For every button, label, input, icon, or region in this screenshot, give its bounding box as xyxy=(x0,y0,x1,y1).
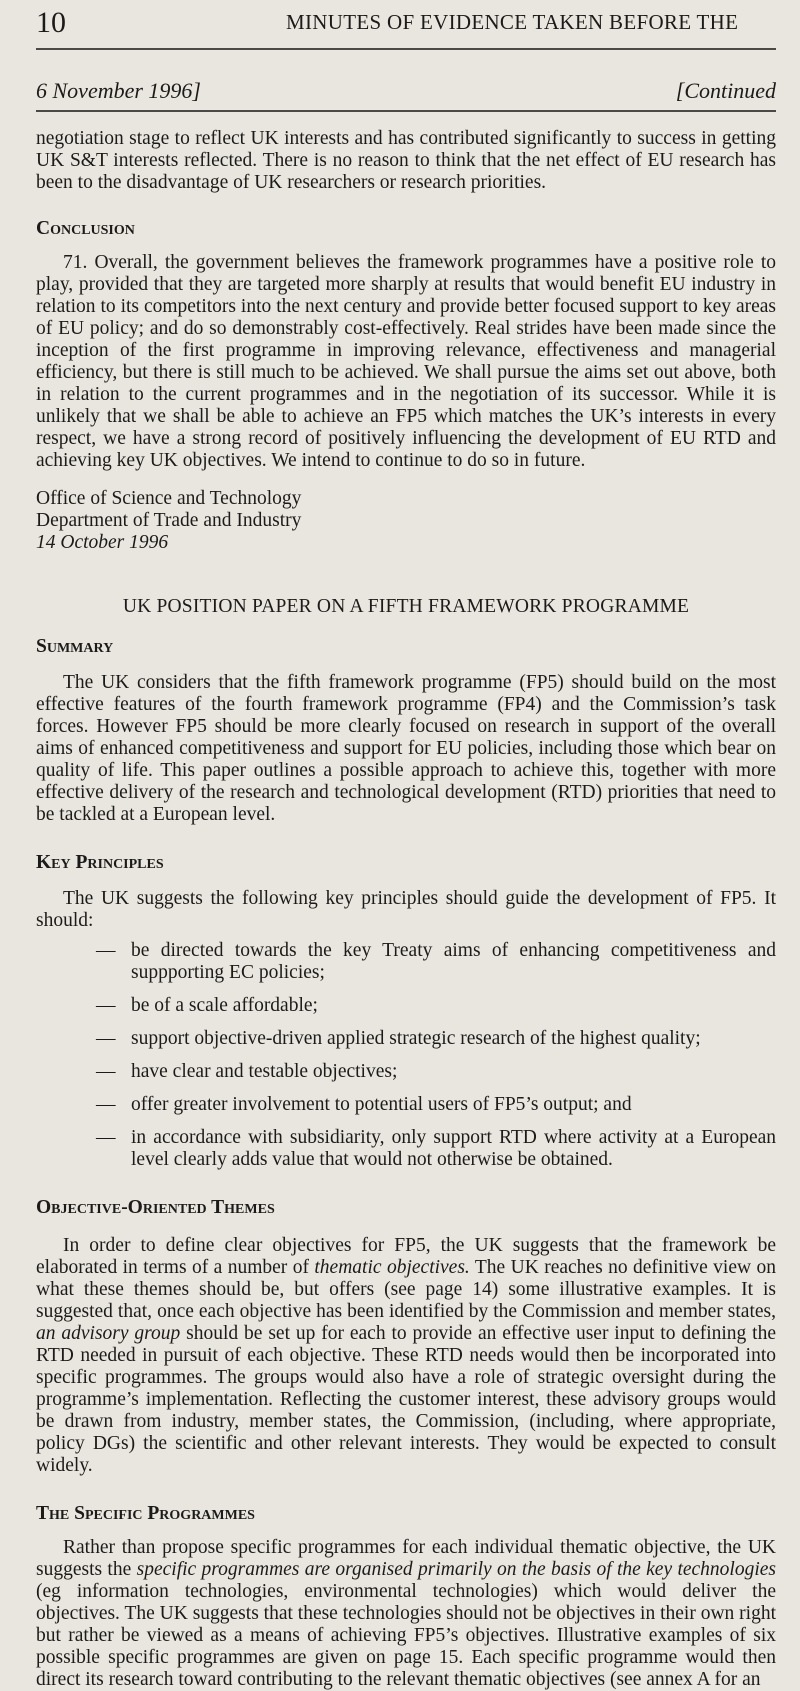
conclusion-heading: Conclusion xyxy=(36,218,135,239)
dash-bullet: — xyxy=(96,995,116,1016)
signature-office: Office of Science and Technology xyxy=(36,488,302,509)
summary-paragraph: The UK considers that the fifth framework programme (FP5) should build on the most effective features of the fourth framework programme (FP4) and the Commission’s task forces. However FP5 should be more clearly focused on research in support of the overall aims of enhanced competitiveness and support for EU policies, including those which bear on quality of life. This paper outlines a possible approach to achieve this, together with more effective delivery of the research and technological development (RTD) priorities that need to be tackled at a European level. xyxy=(36,672,776,825)
intro-paragraph: negotiation stage to reflect UK interests and has contributed significantly to success in getting UK S&T interests reflected. There is no reason to think that the net effect of EU research has been to the disadvantage of UK researchers or research priorities. xyxy=(36,128,776,193)
date-line xyxy=(36,78,776,104)
list-item: — be directed towards the key Treaty aims of enhancing competitiveness and suppporting EC policies; xyxy=(96,940,776,983)
continued-label: [Continued xyxy=(675,78,776,103)
dash-bullet: — xyxy=(96,940,116,961)
list-item: — offer greater involvement to potential users of FP5’s output; and xyxy=(96,1094,632,1115)
dash-bullet: — xyxy=(96,1028,116,1049)
body-content xyxy=(36,128,776,1691)
signature-date: 14 October 1996 xyxy=(36,532,169,553)
dash-bullet: — xyxy=(96,1061,116,1082)
specific-programmes-heading: The Specific Programmes xyxy=(36,1503,255,1524)
key-principles-list xyxy=(36,940,776,1171)
objective-themes-paragraph: In order to define clear objectives for FP5, the UK suggests that the framework be elaborated in terms of a number of thematic objectives. The UK reaches no definitive view on what these themes should be, but offers (see page 14) some illustrative examples. It is suggested that, once each objective has been identified by the Commission and member states, an advisory group should be set up for each to provide an effective user input to defining the RTD needed in pursuit of each objective. These RTD needs would then be incorporated into specific programmes. The groups would also have a role of strategic oversight during the programme’s implementation. Reflecting the customer interest, these advisory groups would be drawn from industry, member states, the Commission, (including, where appropriate, policy DGs) the scientific and other relevant interests. They would be expected to consult widely. xyxy=(36,1235,777,1476)
date-rule xyxy=(36,110,776,112)
specific-programmes-paragraph: Rather than propose specific programmes for each individual thematic objective, the UK suggests the specific programmes are organised primarily on the basis of the key technologies (eg information technologies, environmental technologies) which would deliver the objectives. The UK suggests that these technologies should not be objectives in their own right but rather be viewed as a means of achieving FP5’s objectives. Illustrative examples of six possible specific programmes are given on page 15. Each specific programme would then direct its research toward contributing to the relevant thematic objectives (see annex A for an xyxy=(36,1537,776,1690)
objective-themes-heading: Objective-Oriented Themes xyxy=(36,1197,275,1218)
summary-heading: Summary xyxy=(36,636,114,657)
session-date: 6 November 1996] xyxy=(36,78,201,103)
list-item: — support objective-driven applied strategic research of the highest quality; xyxy=(96,1028,701,1049)
conclusion-paragraph: 71. Overall, the government believes the framework programmes have a positive role to play, provided that they are targeted more sharply at results that would benefit EU industry in relation to its competitors into the next century and provide better focused support to key areas of EU policy; and do so demonstrably cost-effectively. Real strides have been made since the inception of the first programme in improving relevance, effectiveness and managerial efficiency, but there is still much to be achieved. We shall pursue the aims set out above, both in relation to the current programmes and in the negotiation of its successor. While it is unlikely that we shall be able to achieve an FP5 which matches the UK’s interests in every respect, we have a strong record of positively influencing the development of EU RTD and achieving key UK objectives. We intend to continue to do so in future. xyxy=(36,252,776,471)
page-number: 10 xyxy=(36,6,66,39)
dash-bullet: — xyxy=(96,1127,116,1148)
position-paper-title: UK POSITION PAPER ON A FIFTH FRAMEWORK PROGRAMME xyxy=(122,596,690,617)
list-item: — be of a scale affordable; xyxy=(96,995,318,1016)
running-title: MINUTES OF EVIDENCE TAKEN BEFORE THE xyxy=(286,10,739,34)
list-item: — in accordance with subsidiarity, only support RTD where activity at a European level clearly adds value that would not otherwise be obtained. xyxy=(96,1127,776,1170)
key-principles-heading: Key Principles xyxy=(36,852,164,873)
page-header xyxy=(36,4,776,44)
dash-bullet: — xyxy=(96,1094,116,1115)
list-item: — have clear and testable objectives; xyxy=(96,1061,398,1082)
signature-block xyxy=(36,488,776,554)
header-rule xyxy=(36,48,776,50)
signature-department: Department of Trade and Industry xyxy=(36,510,302,531)
key-principles-intro: The UK suggests the following key principles should guide the development of FP5. It should: xyxy=(36,888,776,931)
